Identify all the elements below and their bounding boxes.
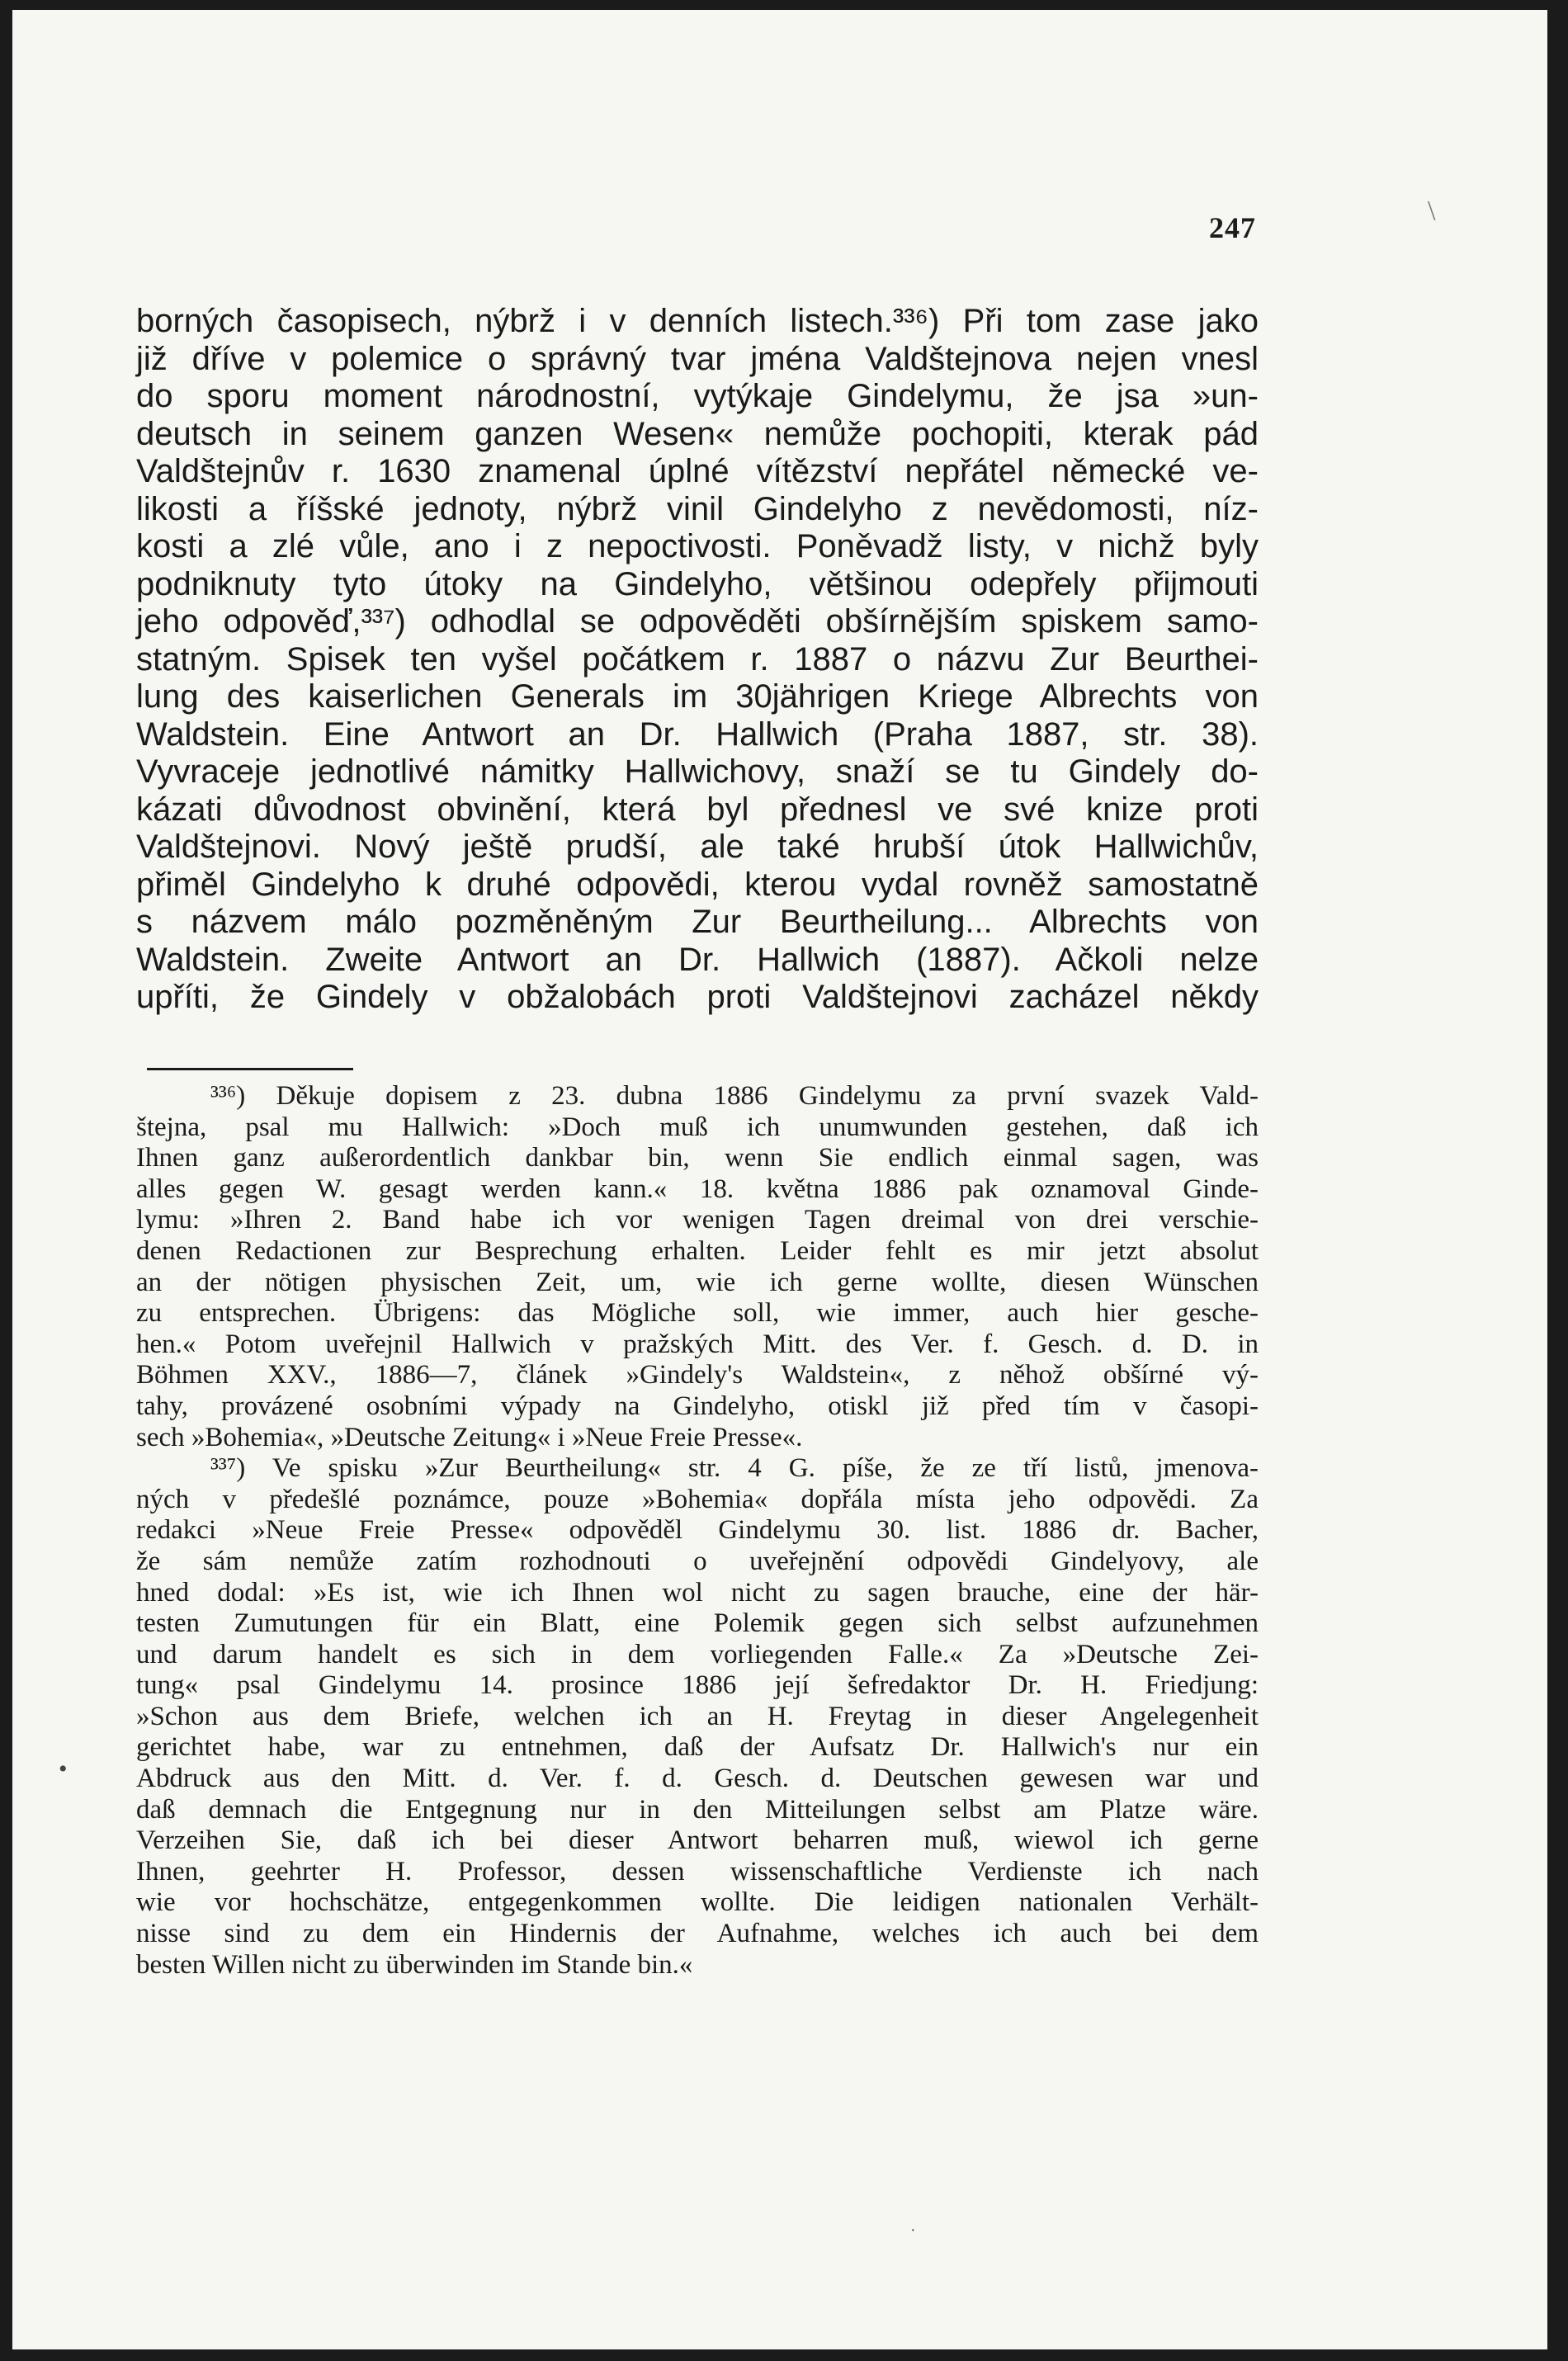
footnote-line: und darum handelt es sich in dem vorliegenden Falle.« Za »Deutsche Zei- [136,1639,1259,1669]
footnote-line: tung« psal Gindelymu 14. prosince 1886 její šefredaktor Dr. H. Friedjung: [136,1670,1259,1701]
footnote-line: wie vor hochschätze, entgegenkommen wollte. Die leidigen nationalen Verhält- [136,1887,1259,1918]
footnote-line: štejna, psal mu Hallwich: »Doch muß ich unumwunden gestehen, daß ich [136,1112,1259,1142]
main-line: kázati důvodnost obvinění, která byl přednesl ve své knize proti [136,791,1259,828]
main-line: Waldstein. Eine Antwort an Dr. Hallwich (Praha 1887, str. 38). [136,715,1259,753]
main-text [136,303,1259,1017]
footnote-line: hen.« Potom uveřejnil Hallwich v pražských Mitt. des Ver. f. Gesch. d. D. in [136,1329,1259,1359]
footnote-line: že sám nemůže zatím rozhodnouti o uveřejnění odpovědi Gindelyovy, ale [136,1546,1259,1576]
footnote-line: ³³⁷) Ve spisku »Zur Beurtheilung« str. 4 G. píše, že ze tří listů, jmenova- [210,1453,1259,1484]
main-line: do sporu moment národnostní, vytýkaje Gindelymu, že jsa »un- [136,378,1259,414]
footnote-line: zu entsprechen. Übrigens: das Mögliche soll, wie immer, auch hier gesche- [136,1298,1259,1329]
footnote-line: besten Willen nicht zu überwinden im Stande bin.« [136,1949,693,1980]
footnote-line: alles gegen W. gesagt werden kann.« 18. května 1886 pak oznamoval Ginde- [136,1173,1259,1204]
page-number: 247 [1209,211,1256,244]
footnote-line: Verzeihen Sie, daß ich bei dieser Antwort beharren muß, wiewol ich gerne [136,1825,1259,1856]
footnote-line: »Schon aus dem Briefe, welchen ich an H. Freytag in dieser Angelegenheit [136,1701,1259,1731]
footnote-line: Böhmen XXV., 1886—7, článek »Gindely's Waldstein«, z něhož obšírné vý- [136,1360,1259,1391]
main-line: s názvem málo pozměněným Zur Beurtheilung... Albrechts von [136,904,1259,940]
footnote-line: gerichtet habe, war zu entnehmen, daß der Aufsatz Dr. Hallwich's nur ein [136,1732,1259,1763]
footnote-line: ³³⁶) Děkuje dopisem z 23. dubna 1886 Gindelymu za první svazek Vald- [210,1081,1259,1111]
footnote-line: hned dodal: »Es ist, wie ich Ihnen wol nicht zu sagen brauche, eine der här- [136,1577,1259,1608]
main-line: lung des kaiserlichen Generals im 30jährigen Kriege Albrechts von [136,678,1259,715]
footnote-rule [147,1068,353,1070]
main-line: přiměl Gindelyho k druhé odpovědi, kterou vydal rovněž samostatně [136,866,1259,903]
footnote-line: testen Zumutungen für ein Blatt, eine Polemik gegen sich selbst aufzunehmen [136,1608,1259,1639]
footnote-line: nisse sind zu dem ein Hindernis der Aufnahme, welches ich auch bei dem [136,1919,1259,1949]
footnote-line: Ihnen ganz außerordentlich dankbar bin, wenn Sie endlich einmal sagen, was [136,1143,1259,1173]
book-page [12,10,1547,2349]
footnote-line: an der nötigen physischen Zeit, um, wie ich gerne wollte, diesen Wünschen [136,1267,1259,1297]
main-line: Waldstein. Zweite Antwort an Dr. Hallwich (1887). Ačkoli nelze [136,941,1259,978]
main-line: jeho odpověď,³³⁷) odhodlal se odpověděti obšírnějším spiskem samo- [136,603,1259,640]
footnotes [136,1081,1259,1981]
scan-speck: • [59,1755,68,1783]
main-line: Vyvraceje jednotlivé námitky Hallwichovy, snaží se tu Gindely do- [136,753,1259,790]
main-line: deutsch in seinem ganzen Wesen« nemůže pochopiti, kterak pád [136,415,1259,452]
scan-speck: \ [1428,196,1436,226]
main-line: Valdštejnův r. 1630 znamenal úplné vítězství nepřátel německé ve- [136,453,1259,489]
footnote-line: ných v předešlé poznámce, pouze »Bohemia« dopřála místa jeho odpovědi. Za [136,1484,1259,1514]
footnote-line: redakci »Neue Freie Presse« odpověděl Gindelymu 30. list. 1886 dr. Bacher, [136,1515,1259,1546]
main-line: již dříve v polemice o správný tvar jména Valdštejnova nejen vnesl [136,340,1259,377]
main-line: borných časopisech, nýbrž i v denních listech.³³⁶) Při tom zase jako [136,303,1259,339]
main-line: kosti a zlé vůle, ano i z nepoctivosti. Poněvadž listy, v nichž byly [136,528,1259,564]
main-line: upříti, že Gindely v obžalobách proti Valdštejnovi zacházel někdy [136,979,1259,1015]
main-line: statným. Spisek ten vyšel počátkem r. 1887 o názvu Zur Beurthei- [136,640,1259,678]
main-line: likosti a říšské jednoty, nýbrž vinil Gindelyho z nevědomosti, níz- [136,490,1259,527]
main-line: Valdštejnovi. Nový ještě prudší, ale také hrubší útok Hallwichův, [136,829,1259,865]
footnote-line: denen Redactionen zur Besprechung erhalten. Leider fehlt es mir jetzt absolut [136,1235,1259,1266]
footnote-line: daß demnach die Entgegnung nur in den Mitteilungen selbst am Platze wäre. [136,1794,1259,1825]
scan-speck: · [910,2222,916,2240]
main-line: podniknuty tyto útoky na Gindelyho, většinou odepřely přijmouti [136,565,1259,602]
footnote-line: Ihnen, geehrter H. Professor, dessen wissenschaftliche Verdienste ich nach [136,1856,1259,1886]
footnote-line: Abdruck aus den Mitt. d. Ver. f. d. Gesch. d. Deutschen gewesen war und [136,1764,1259,1794]
footnote-line: lymu: »Ihren 2. Band habe ich vor wenigen Tagen dreimal von drei verschie- [136,1205,1259,1235]
footnote-line: tahy, provázené osobními výpady na Gindelyho, otiskl již před tím v časopi- [136,1391,1259,1421]
footnote-line: sech »Bohemia«, »Deutsche Zeitung« i »Neue Freie Presse«. [136,1422,803,1452]
